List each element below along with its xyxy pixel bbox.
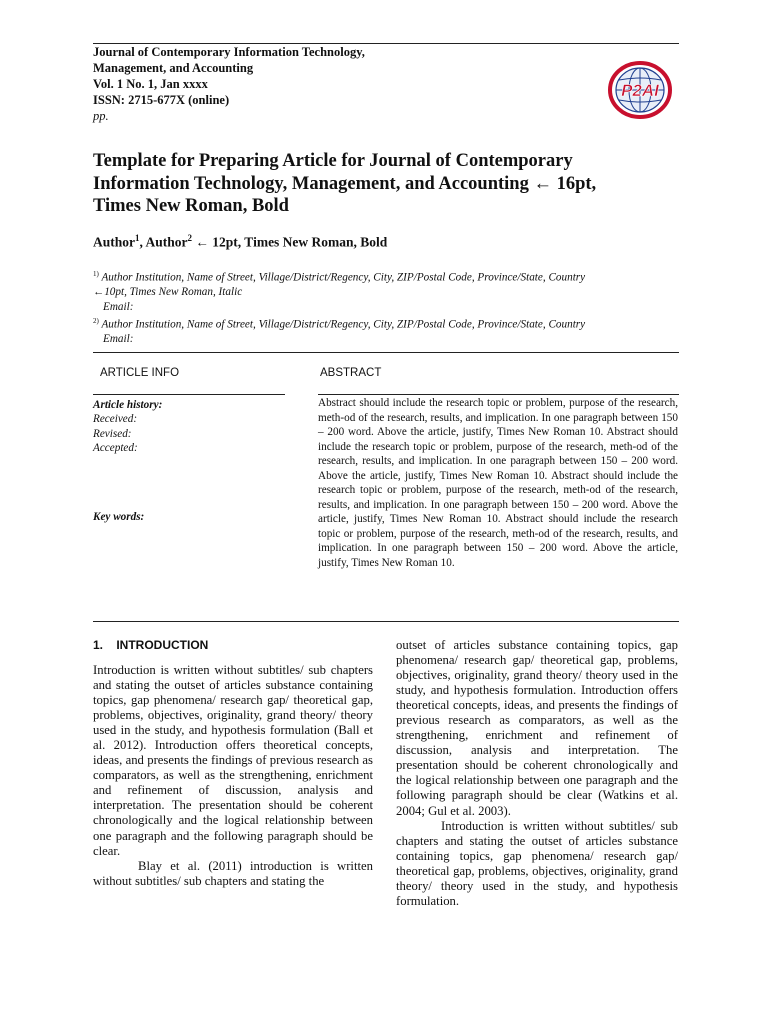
accepted-label: Accepted:	[93, 441, 138, 454]
author-sep: ,	[139, 234, 146, 250]
intro-left-paragraph-1: Introduction is written without subtitles/ sub chapters and stating the outset of articles substance containing topics, gap phenomena/ research gap/ theoretical gap, problems, objectives, originality, grand theory/ theory used in the study, and hypothesis formulation (Ball et al. 2012). Introduction offers theoretical concepts, ideas, and presents the findings of previous research as comparators, as well as the strengthening, enrichment and refinement of discussion, analysis and interpretation. The presentation should be coherent chronologically and the logical relationship between one paragraph and the following paragraph should be clear.	[93, 663, 373, 858]
author-line	[93, 233, 387, 251]
author-2-sup: 2	[187, 233, 193, 243]
affiliation-note: ←10pt, Times New Roman, Italic	[93, 286, 243, 299]
article-history-label: Article history:	[93, 399, 163, 411]
affil-2-sup: 2)	[93, 317, 99, 326]
logo-text: P2AI	[621, 81, 659, 100]
section-heading-introduction: 1. INTRODUCTION	[93, 638, 209, 652]
title-line2: Information Technology, Management, and Accounting ← 16pt,	[93, 173, 597, 194]
email-1: Email:	[103, 300, 134, 313]
journal-name-line1: Journal of Contemporary Information Technology,	[93, 45, 365, 59]
title-line1: Template for Preparing Article for Journal of Contemporary	[93, 151, 573, 171]
intro-right-paragraph-1: outset of articles substance containing topics, gap phenomena/ research gap/ theoretical gap, problems, objectives, originality, grand theory/ theory used in the study, and hypothesis formulation. Introduction offers theoretical concepts, ideas, and presents the findings of previous research as comparators, as well as the strengthening, enrichment and refinement of discussion, analysis and interpretation. The presentation should be coherent chronologically and the logical relationship between one paragraph and the following paragraph should be clear (Watkins et al. 2004; Gul et al. 2003).	[396, 638, 678, 818]
intro-right-column	[396, 638, 678, 909]
affiliations	[93, 267, 693, 347]
affiliation-1	[93, 267, 693, 285]
author-1-sup: 1	[135, 233, 140, 243]
journal-pages: pp.	[93, 109, 109, 123]
p2ai-logo	[604, 60, 676, 120]
abstract-bottom-rule	[93, 621, 679, 622]
abstract-rule	[318, 394, 679, 395]
article-title	[93, 150, 693, 218]
author-1: Author	[93, 234, 136, 250]
title-line3: Times New Roman, Bold	[93, 196, 289, 216]
author-note: ← 12pt, Times New Roman, Bold	[192, 234, 388, 250]
info-top-rule	[93, 352, 679, 353]
revised-label: Revised:	[93, 427, 132, 440]
keywords-block	[93, 510, 288, 524]
affiliation-2	[93, 314, 693, 332]
abstract-text: Abstract should include the research topic or problem, purpose of the research, meth-od of the research, results, and implication. In one paragraph between 150 – 200 word. Above the article, justify, Times New Roman 10. Abstract should include the research topic or problem, purpose of the research, meth-od of the research, results, and implication. In one paragraph between 150 – 200 word. Above the article, justify, Times New Roman 10. Abstract should include the research topic or problem, purpose of the research, meth-od of the research, results, and implication. In one paragraph between 150 – 200 word. Above the article, justify, Times New Roman 10. Abstract should include the research topic or problem, purpose of the research, meth-od of the research, results, and implication. In one paragraph between 150 – 200 word. Above the article, justify, Times New Roman 10.	[318, 397, 678, 569]
article-info	[93, 398, 288, 455]
affil-2-text: Author Institution, Name of Street, Village/District/Regency, City, ZIP/Postal Code, Province/State, Country	[98, 318, 586, 331]
journal-issn: ISSN: 2715-677X (online)	[93, 93, 230, 107]
author-2: Author	[145, 234, 188, 250]
affil-1-sup: 1)	[93, 270, 99, 278]
intro-left-column	[93, 663, 373, 889]
article-info-heading: ARTICLE INFO	[100, 367, 180, 379]
received-label: Received:	[93, 413, 138, 426]
abstract-heading: ABSTRACT	[320, 367, 382, 379]
journal-volume: Vol. 1 No. 1, Jan xxxx	[93, 77, 208, 91]
intro-left-paragraph-2: Blay et al. (2011) introduction is written without subtitles/ sub chapters and stating the	[93, 858, 373, 888]
journal-header	[93, 44, 613, 124]
intro-right-paragraph-2: Introduction is written without subtitles/ sub chapters and stating the outset of articles substance containing topics, gap phenomena/ research gap/ theoretical gap, problems, objectives, originality, grand theory/ theory used in the study, and hypothesis formulation.	[396, 818, 678, 908]
email-2: Email:	[103, 333, 134, 346]
keywords-label: Key words:	[93, 511, 145, 523]
journal-name-line2: Management, and Accounting	[93, 61, 254, 75]
globe-logo-icon	[604, 60, 676, 120]
article-info-rule	[93, 394, 285, 395]
affil-1-text: Author Institution, Name of Street, Village/District/Regency, City, ZIP/Postal Code, Province/State, Country	[98, 271, 586, 284]
